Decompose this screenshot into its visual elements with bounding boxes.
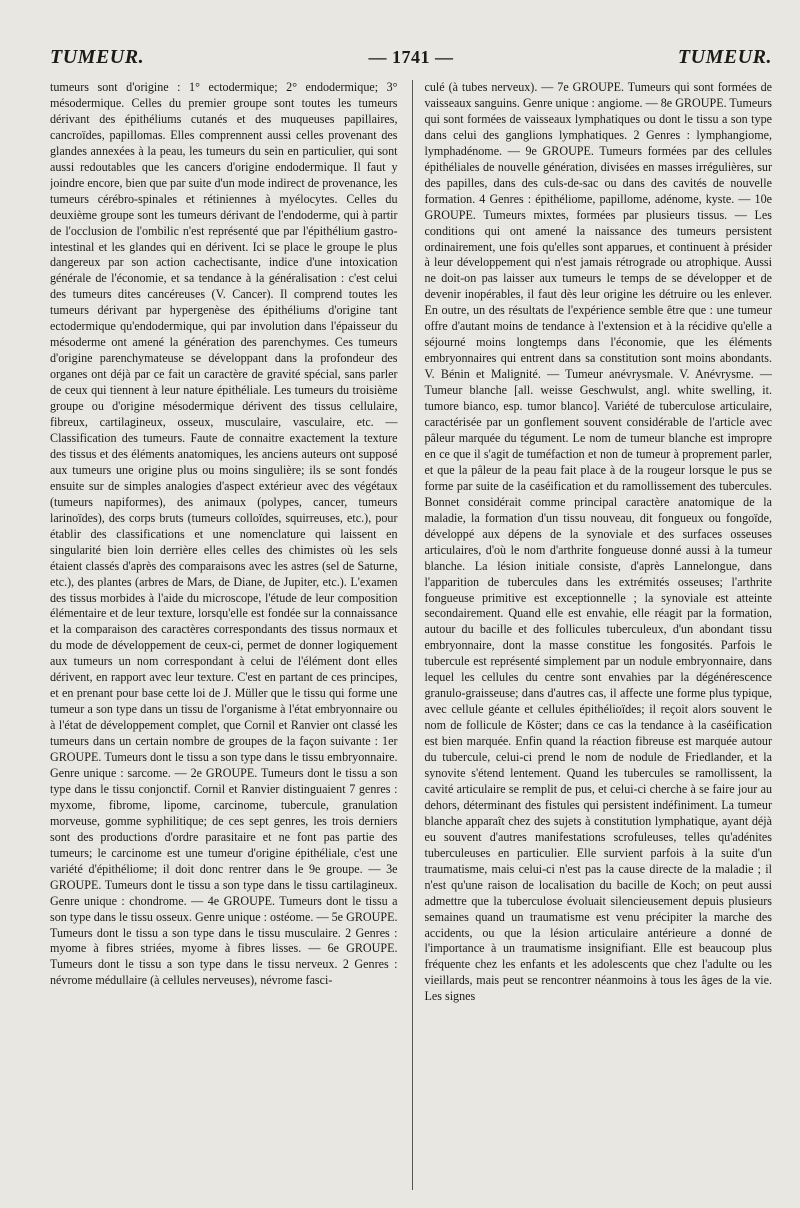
left-column bbox=[50, 80, 408, 1190]
page-number: — 1741 — bbox=[368, 46, 454, 67]
column-divider bbox=[412, 80, 413, 1190]
left-column-text: tumeurs sont d'origine : 1° ectodermique; 2° endodermique; 3° mésodermique. Celles du premier groupe sont toutes les tumeurs dérivant des épithéliums cutanés et des muqueuses papillaires, cancroïdes, papillomas. Elles comprennent aussi celles provenant des glandes annexées à la peau, les tumeurs du sein en particulier, qui sont aussi redoutables que les cancers d'origine endodermique. Il faut y joindre encore, bien que par suite d'un mode indirect de provenance, les tumeurs cérébro-spinales et rétiniennes à myélocytes. Celles du deuxième groupe sont les tumeurs dérivant de l'endoderme, qui à partir de l'occlusion de l'ombilic n'est représenté que par l'épithélium gastro-intestinal et les glandes qui en dérivent. Ici se place le groupe le plus dangereux par son action cachectisante, indice d'une intoxication générale de l'économie, et sa tendance à la généralisation : c'est celui des tumeurs dites cancéreuses (V. Cancer). Il comprend toutes les tumeurs dérivant par hypergenèse des épithéliums d'origine tant ectodermique qu'endodermique, qui par involution dans l'épaisseur du mésoderme ont amené la génération des parenchymes. Ces tumeurs d'origine parenchymateuse se développant dans la profondeur des organes ont déjà par ce fait un caractère de gravité spécial, sans parler de ceux qui tiennent à leur nature épithéliale. Les tumeurs du troisième groupe ou d'origine mésodermique dérivent des tissus cellulaire, fibreux, cartilagineux, osseux, musculaire, vasculaire, etc. — Classification des tumeurs. Faute de connaitre exactement la texture des tissus et des éléments anatomiques, les anciens auteurs ont supposé aux tumeurs une origine plus ou moins singulière; ils se sont fondés ensuite sur de simples analogies d'aspect extérieur avec des végétaux (tumeurs napiformes), des animaux (polypes, cancer, tumeurs larinoïdes), des corps bruts (tumeurs colloïdes, squirreuses, etc.), pour établir des classifications et une nomenclature qui laissent en singularité bien loin derrière elles celles des chimistes où les sels étaient classés d'après des comparaisons avec les astres (sel de Saturne, etc.), des plantes (arbres de Mars, de Diane, de Jupiter, etc.). L'examen des tissus morbides à l'aide du microscope, l'étude de leur composition élémentaire et de leur texture, lorsqu'elle est fondée sur la connaissance et la comparaison des caractères correspondants des tissus normaux et du mode de développement de ceux-ci, permet de donner logiquement aux tumeurs un nom correspondant à celui de l'élément dont elles dérivent, en rapport avec leur texture. C'est en partant de ces principes, et en prenant pour base cette loi de J. Müller que le tissu qui forme une tumeur a son type dans un tissu de l'organisme à l'état embryonnaire ou à l'état de développement complet, que Cornil et Ranvier ont classé les tumeurs dans un certain nombre de groupes de la façon suivante : 1er GROUPE. Tumeurs dont le tissu a son type dans le tissu embryonnaire. Genre unique : sarcome. — 2e GROUPE. Tumeurs dont le tissu a son type dans le tissu conjonctif. Cornil et Ranvier distinguaient 7 genres : myxome, fibrome, lipome, carcinome, tubercule, granulation morveuse, gomme syphilitique; de ces sept genres, les trois derniers sont des productions d'ordre parasitaire et ne font pas partie des tumeurs; le carcinome est une tumeur d'origine épithéliale, c'est une variété d'épithéliome; il doit donc rentrer dans le 9e groupe. — 3e GROUPE. Tumeurs dont le tissu a son type dans le tissu cartilagineux. Genre unique : chondrome. — 4e GROUPE. Tumeurs dont le tissu a son type dans le tissu osseux. Genre unique : ostéome. — 5e GROUPE. Tumeurs dont le tissu a son type dans le tissu musculaire. 2 Genres : myome à fibres striées, myome à fibres lisses. — 6e GROUPE. Tumeurs dont le tissu a son type dans le tissu nerveux. 2 Genres : névrome médullaire (à cellules nerveuses), névrome fasci- bbox=[50, 80, 398, 988]
right-column bbox=[417, 80, 773, 1190]
page-header bbox=[50, 40, 772, 74]
right-column-text: culé (à tubes nerveux). — 7e GROUPE. Tumeurs qui sont formées de vaisseaux sanguins. Genre unique : angiome. — 8e GROUPE. Tumeurs qui sont formées de vaisseaux lymphatiques ou dont le tissu a son type dans celui des ganglions lymphatiques. 2 Genres : lymphangiome, lymphadénome. — 9e GROUPE. Tumeurs formées par des cellules épithéliales de nouvelle génération, divisées en masses irrégulières, sur des papilles, dans des culs-de-sac ou dans des cavités de nouvelle formation. 4 Genres : épithéliome, papillome, adénome, kyste. — 10e GROUPE. Tumeurs mixtes, formées par plusieurs tissus. — Les conditions qui ont amené la naissance des tumeurs persistent ordinairement, une fois qu'elles sont apparues, et continuent à présider à leur développement qui n'est jamais rétrograde ou atrophique. Aussi ne doit-on pas laisser aux tumeurs le temps de se développer et de devenir inopérables, il faut dès leur origine les détruire ou les enlever. En outre, un des résultats de l'expérience semble être que : une tumeur offre d'autant moins de tendance à l'extension et à la récidive qu'elle a séjourné moins longtemps dans l'économie, que les éléments embryonnaires qui entrent dans sa constitution sont moins abondants. V. Bénin et Malignité. — Tumeur anévrysmale. V. Anévrysme. — Tumeur blanche [all. weisse Geschwulst, angl. white swelling, it. tumore bianco, esp. tumor blanco]. Variété de tuberculose articulaire, caractérisée par un gonflement souvent considérable de l'article avec pâleur marquée du tégument. Le nom de tumeur blanche est impropre en ce que il s'agit de tuméfaction et non de tumeur à proprement parler, et que la pâleur de la peau fait place à de la rougeur lorsque le pus se forme par suite de la caséification et du ramollissement des tubercules. Bonnet considérait comme principal caractère anatomique de la maladie, la formation d'un tissu nouveau, dit fongueux ou fongoïde, développé aux dépens de la synoviale et des surfaces osseuses articulaires, d'où le nom d'arthrite fongueuse donné aussi à la tumeur blanche. La lésion initiale consiste, d'après Lannelongue, dans l'apparition de tubercules dans les extrémités osseuses; l'arthrite fongueuse primitive est exceptionnelle ; la synoviale est atteinte secondairement. Quand elle est envahie, elle réagit par la formation, autour du bacille et des follicules tuberculeux, d'un abondant tissu embryonnaire, dont la masse constitue les fongosités. Parfois le tubercule est représenté simplement par un nodule embryonnaire, dans lequel les cellules du centre sont envahies par la dégénérescence granulo-graisseuse; dans d'autres cas, il affecte une forme plus typique, avec cellule géante et cellules épithélioïdes; il reçoit alors souvent le nom de follicule de Köster; dans ce cas la tendance à la caséification est bien marquée. Enfin quand la réaction fibreuse est marquée autour du tubercule, celui-ci prend le nom de nodule de Friedlander, et la synovite s'étend lentement. Quand les tubercules se ramollissent, la cavité articulaire se remplit de pus, et celui-ci cherche à se faire jour au dehors, déterminant des fistules qui persistent indéfiniment. La tumeur blanche apparaît chez des sujets à constitution lymphatique, ayant déjà eu souvent d'autres manifestations scrofuleuses, telles qu'adénites tuberculeuses en particulier. Elle survient parfois à la suite d'un traumatisme, mais celui-ci n'est pas la cause directe de la maladie ; il n'est qu'une raison de localisation du bacille de Koch; on peut aussi admettre que la tuberculose évoluait silencieusement depuis plusieurs semaines quand un traumatisme est venu précipiter la marche des accidents, ou que la lésion articulaire antérieure a donné de l'importance à un traumatisme insignifiant. Elle est beaucoup plus fréquente chez les enfants et les adolescents que chez l'adulte ou les vieillards, mais peut se rencontrer néanmoins à tous les âges de la vie. Les signes bbox=[424, 80, 772, 1004]
running-head-left: TUMEUR. bbox=[50, 45, 145, 68]
running-head-right: TUMEUR. bbox=[677, 45, 772, 68]
text-columns bbox=[50, 80, 772, 1190]
